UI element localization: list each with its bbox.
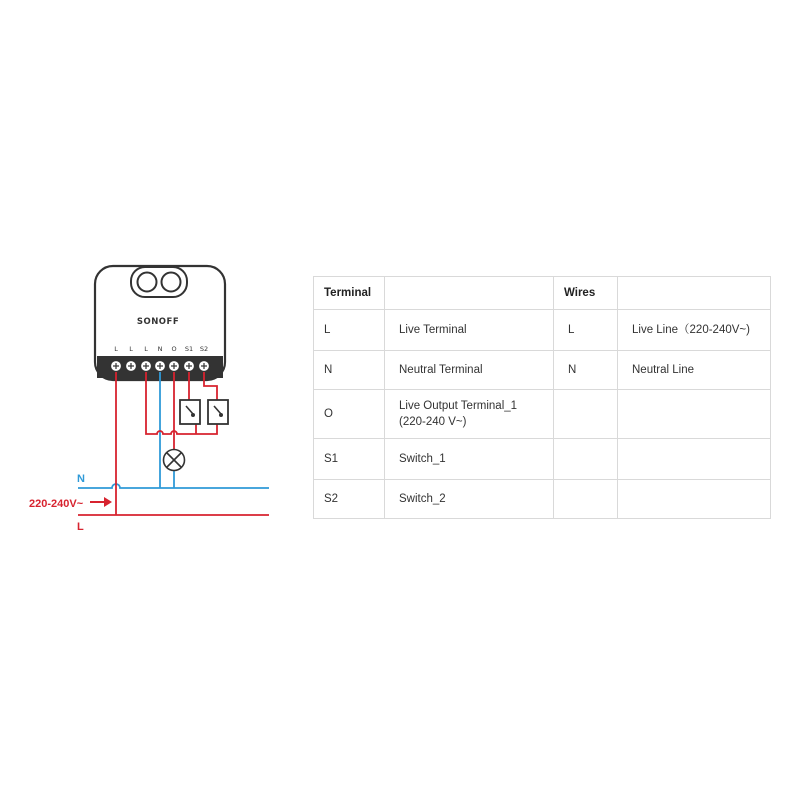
table-cell [618, 439, 771, 480]
screw-l2 [126, 361, 137, 372]
terminal-wiring-table [313, 276, 771, 519]
table-cell [618, 480, 771, 519]
table-cell: S1 [314, 439, 385, 480]
table-row [314, 480, 771, 519]
table-cell: S2 [314, 480, 385, 519]
voltage-label: 220-240V~ [29, 498, 84, 510]
screw-o [169, 361, 180, 372]
terminal-label-s2: S2 [199, 345, 209, 353]
screw-s1 [184, 361, 195, 372]
table-cell [554, 439, 618, 480]
table-cell: O [314, 390, 385, 439]
switch-2-icon [208, 400, 228, 424]
table-cell: Live Line（220-240V~) [618, 310, 771, 351]
switch-1-icon [180, 400, 200, 424]
table-row [314, 351, 771, 390]
screw-s2 [199, 361, 210, 372]
header-description [385, 277, 554, 310]
table-cell: N [554, 351, 618, 390]
header-wire-description [618, 277, 771, 310]
table-cell: Switch_2 [385, 480, 554, 519]
input-arrow-icon [90, 497, 112, 507]
table-cell: L [314, 310, 385, 351]
screw-l1 [111, 361, 122, 372]
screw-n [155, 361, 166, 372]
terminal-label-o: O [171, 345, 177, 353]
table-header-row [314, 277, 771, 310]
table-cell [554, 390, 618, 439]
header-terminal: Terminal [314, 277, 385, 310]
terminal-label-l2: L [129, 345, 133, 353]
terminal-label-l3: L [144, 345, 148, 353]
table-cell [618, 390, 771, 439]
table-row [314, 310, 771, 351]
table-cell: Live Output Terminal_1 (220-240 V~) [385, 390, 554, 439]
table-row [314, 439, 771, 480]
table-cell: L [554, 310, 618, 351]
terminal-label-s1: S1 [184, 345, 194, 353]
terminal-label-n: N [157, 345, 163, 353]
live-label: L [77, 521, 84, 533]
table-cell: N [314, 351, 385, 390]
table-row [314, 390, 771, 439]
terminal-label-l1: L [114, 345, 118, 353]
lamp-icon [164, 450, 185, 471]
table-cell [554, 480, 618, 519]
brand-logo: SONOFF [136, 317, 180, 327]
table-cell: Switch_1 [385, 439, 554, 480]
screw-l3 [141, 361, 152, 372]
table-cell: Live Terminal [385, 310, 554, 351]
table-cell: Neutral Line [618, 351, 771, 390]
table-cell: Neutral Terminal [385, 351, 554, 390]
header-wires: Wires [554, 277, 618, 310]
neutral-label: N [77, 473, 85, 485]
